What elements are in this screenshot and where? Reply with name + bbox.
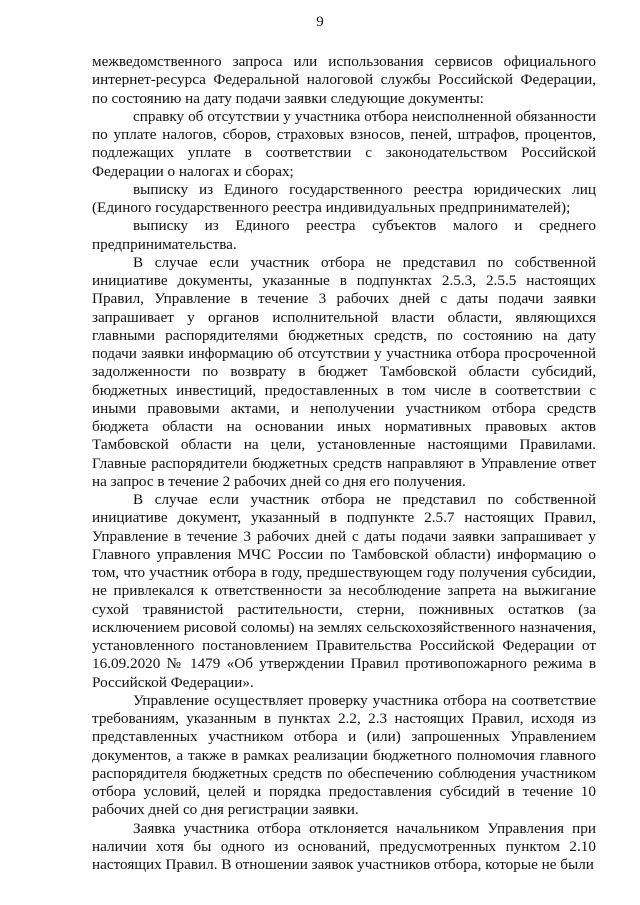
body-text — [92, 53, 596, 874]
paragraph-rejection: Заявка участника отбора отклоняется начальником Управления при наличии хотя бы одного из оснований, предусмотренных пунктом 2.10 настоящих Правил. В отношении заявок участников отбора, которые не были — [92, 819, 596, 873]
paragraph-continuation: межведомственного запроса или использования сервисов официального интернет-ресурса Федеральной налоговой службы Российской Федерации, по состоянию на дату подачи заявки следующие документы: — [92, 53, 596, 107]
paragraph-sme-registry-extract: выписку из Единого реестра субъектов малого и среднего предпринимательства. — [92, 217, 596, 253]
page-number: 9 — [316, 14, 324, 30]
paragraph-tax-certificate: справку об отсутствии у участника отбора неисполненной обязанности по уплате налогов, сборов, страховых взносов, пеней, штрафов, процентов, подлежащих уплате в соответствии с законодательством Российской Федерации о налогах и сборах; — [92, 107, 596, 180]
paragraph-legal-entities-extract: выписку из Единого государственного реестра юридических лиц (Единого государственного реестра индивидуальных предпринимателей); — [92, 180, 596, 216]
paragraph-budget-request: В случае если участник отбора не представил по собственной инициативе документы, указанные в подпунктах 2.5.3, 2.5.5 настоящих Правил, Управление в течение 3 рабочих дней с даты подачи заявки запрашивает у органов исполнительной власти области, являющихся главными распорядителями бюджетных средств, по состоянию на дату подачи заявки информацию об отсутствии у участника отбора просроченной задолженности по возврату в бюджет Тамбовской области субсидий, бюджетных инвестиций, предоставленных в том числе в соответствии с иными правовыми актами, и неполучении участником отбора средств бюджета области на основании иных нормативных правовых актов Тамбовской области на цели, установленные настоящими Правилами. Главные распорядители бюджетных средств направляют в Управление ответ на запрос в течение 2 рабочих дней со дня его получения. — [92, 253, 596, 490]
paragraph-verification: Управление осуществляет проверку участника отбора на соответствие требованиям, указанным в пунктах 2.2, 2.3 настоящих Правил, исходя из представленных участником отбора и (или) запрошенных Управлением документов, а также в рамках реализации бюджетного полномочия главного распорядителя бюджетных средств по обеспечению соблюдения участником отбора условий, целей и порядка предоставления субсидий в течение 10 рабочих дней со дня регистрации заявки. — [92, 691, 596, 819]
paragraph-emergency-request: В случае если участник отбора не представил по собственной инициативе документ, указанный в подпункте 2.5.7 настоящих Правил, Управление в течение 3 рабочих дней с даты подачи заявки запрашивает у Главного управления МЧС России по Тамбовской области) информацию о том, что участник отбора в году, предшествующем году получения субсидии, не привлекался к ответственности за несоблюдение запрета на выжигание сухой травянистой растительности, стерни, пожнивных остатков (за исключением рисовой соломы) на землях сельскохозяйственного назначения, установленного постановлением Правительства Российской Федерации от 16.09.2020 № 1479 «Об утверждении Правил противопожарного режима в Российской Федерации». — [92, 491, 596, 691]
